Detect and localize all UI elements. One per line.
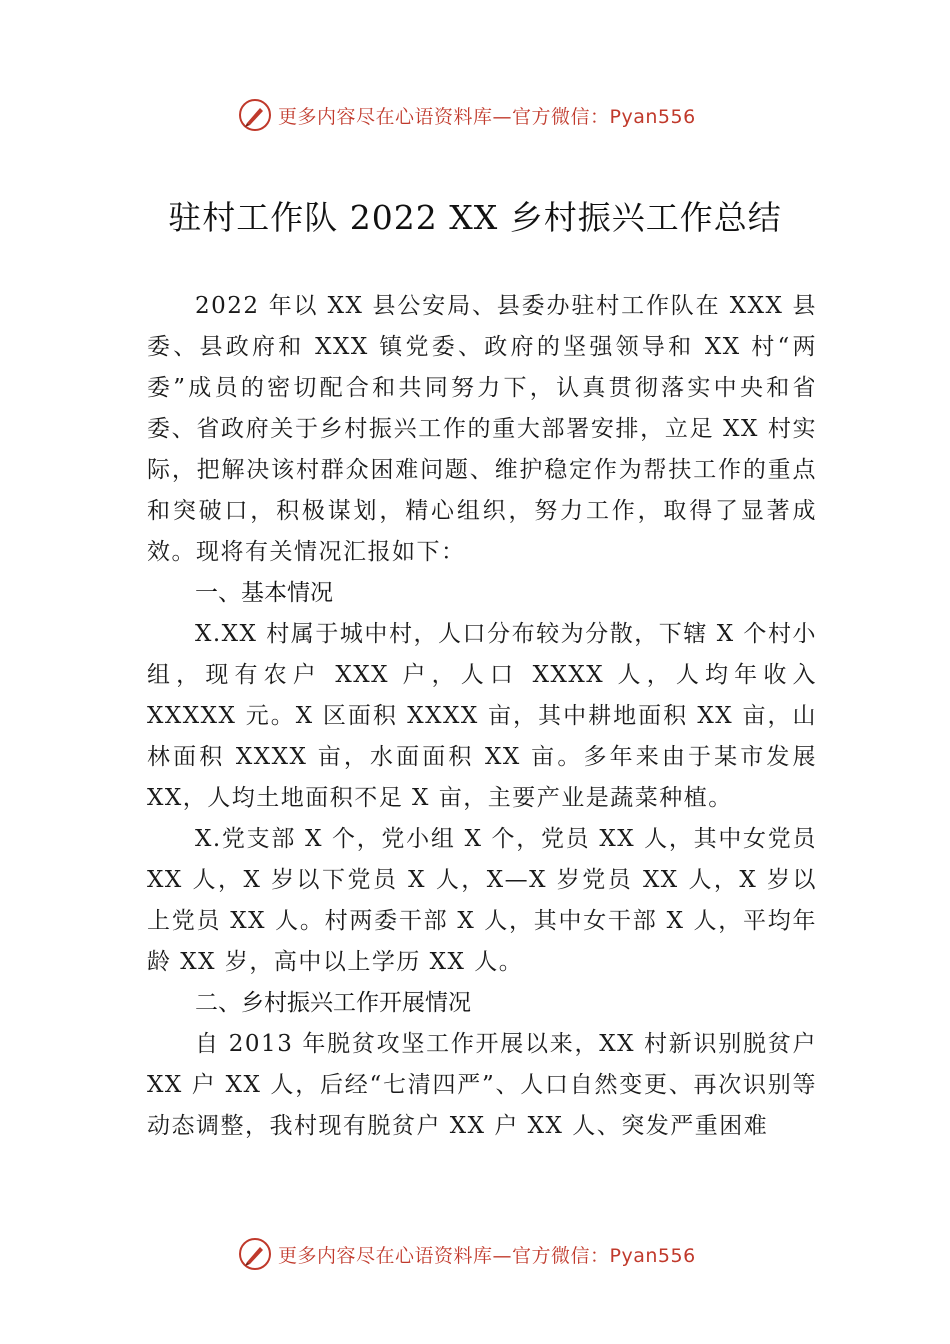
- watermark-text: 更多内容尽在心语资料库—官方微信：Pyan556: [278, 105, 696, 128]
- header-watermark: [238, 95, 696, 135]
- section-heading-work: 二、乡村振兴工作开展情况: [195, 990, 471, 1016]
- document-body: [147, 286, 817, 1147]
- footer-watermark: [238, 1234, 696, 1274]
- basic-info-paragraph-2: X.党支部 X 个，党小组 X 个，党员 XX 人，其中女党员 XX 人，X 岁以下党员 X 人，X—X 岁党员 XX 人，X 岁以上党员 XX 人。村两委干部 X 人，其中女干部 X 人，平均年龄 XX 岁，高中以上学历 XX 人。: [147, 826, 817, 975]
- pen-logo-icon: [238, 1237, 272, 1271]
- document-title: 驻村工作队 2022 XX 乡村振兴工作总结: [168, 198, 782, 237]
- work-paragraph-1: 自 2013 年脱贫攻坚工作开展以来，XX 村新识别脱贫户 XX 户 XX 人，后经“七清四严”、人口自然变更、再次识别等动态调整，我村现有脱贫户 XX 户 XX 人、突发严重困难: [147, 1031, 817, 1139]
- watermark-text: 更多内容尽在心语资料库—官方微信：Pyan556: [278, 1244, 696, 1267]
- basic-info-paragraph-1: X.XX 村属于城中村，人口分布较为分散，下辖 X 个村小组，现有农户 XXX 户，人口 XXXX 人，人均年收入 XXXXX 元。X 区面积 XXXX 亩，其中耕地面积 XX 亩，山林面积 XXXX 亩，水面面积 XX 亩。多年来由于某市发展 XX，人均土地面积不足 X 亩，主要产业是蔬菜种植。: [147, 621, 817, 811]
- section-heading-basic: 一、基本情况: [195, 580, 333, 606]
- pen-logo-icon: [238, 98, 272, 132]
- intro-paragraph: 2022 年以 XX 县公安局、县委办驻村工作队在 XXX 县委、县政府和 XXX 镇党委、政府的坚强领导和 XX 村“两委”成员的密切配合和共同努力下，认真贯彻落实中央和省委、省政府关于乡村振兴工作的重大部署安排，立足 XX 村实际，把解决该村群众困难问题、维护稳定作为帮扶工作的重点和突破口，积极谋划，精心组织，努力工作，取得了显著成效。现将有关情况汇报如下：: [147, 293, 817, 565]
